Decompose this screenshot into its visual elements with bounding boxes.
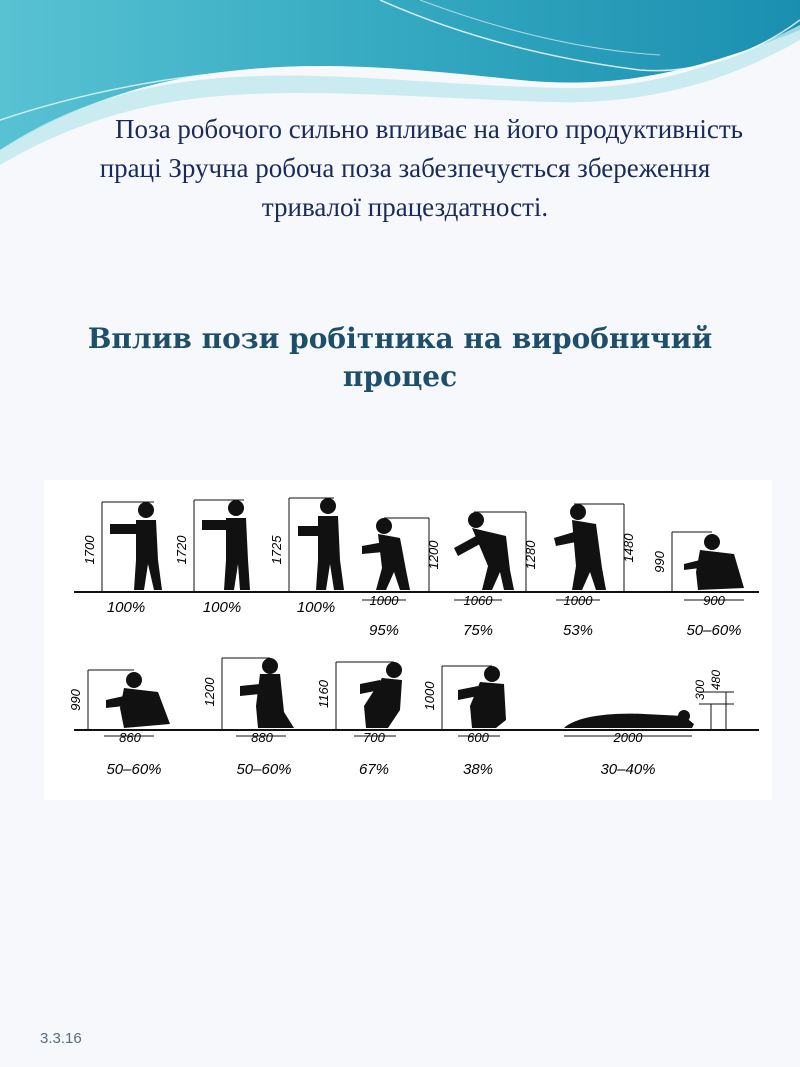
- width-label: 1000: [563, 593, 593, 608]
- height-label: 1160: [316, 680, 331, 708]
- posture-lying: [564, 670, 734, 778]
- percent-label: 50–60%: [106, 761, 162, 778]
- height-label: 1700: [82, 535, 97, 565]
- posture-kneeling-upright: [202, 658, 294, 778]
- posture-squatting: [652, 532, 744, 639]
- height-label: 990: [652, 551, 667, 573]
- posture-deep-bend: [554, 504, 636, 639]
- percent-label: 100%: [296, 599, 336, 616]
- width-label: 860: [119, 730, 141, 745]
- width-label: 1060: [463, 593, 493, 608]
- posture-standing-1: [82, 502, 162, 616]
- intro-paragraph: [60, 110, 750, 227]
- slide-date: 3.3.16: [40, 1030, 82, 1047]
- percent-label: 67%: [358, 761, 390, 778]
- percent-label: 100%: [106, 599, 146, 616]
- posture-figure: [44, 480, 772, 800]
- width-label: 600: [467, 730, 489, 745]
- height-label-2: 480: [709, 669, 723, 691]
- posture-standing-2: [174, 500, 250, 616]
- width-label: 1000: [369, 593, 399, 608]
- height-label: 1280: [523, 540, 538, 570]
- height-label: 1200: [202, 677, 217, 707]
- posture-deep-squat: [422, 666, 506, 778]
- height-label: 1200: [426, 540, 441, 570]
- percent-label: 75%: [462, 622, 494, 639]
- posture-kneeling-low: [68, 670, 170, 778]
- posture-slight-bend: [362, 518, 441, 639]
- width-label: 900: [703, 593, 725, 608]
- percent-label: 50–60%: [686, 622, 742, 639]
- percent-label: 50–60%: [236, 761, 292, 778]
- percent-label: 38%: [462, 761, 494, 778]
- height-label: 1000: [422, 681, 437, 711]
- posture-crouching: [316, 662, 402, 778]
- posture-bent-forward: [454, 512, 538, 639]
- height-label: 1725: [269, 535, 284, 565]
- percent-label: 100%: [202, 599, 242, 616]
- height-label: 300: [693, 679, 707, 701]
- width-label: 700: [363, 730, 385, 745]
- height-label: 1720: [174, 535, 189, 565]
- percent-label: 30–40%: [600, 761, 656, 778]
- percent-label: 53%: [562, 622, 594, 639]
- height-label: 1480: [621, 533, 636, 563]
- width-label: 2000: [613, 730, 643, 745]
- height-label: 990: [68, 689, 83, 711]
- percent-label: 95%: [368, 622, 400, 639]
- intro-text: Поза робочого сильно впливає на його продуктивність праці Зручна робоча поза забезпечується збереження тривалої працездатності.: [99, 114, 743, 222]
- width-label: 880: [251, 730, 273, 745]
- posture-standing-3: [269, 498, 344, 616]
- slide-heading: Вплив пози робітника на виробничий процес: [87, 322, 713, 393]
